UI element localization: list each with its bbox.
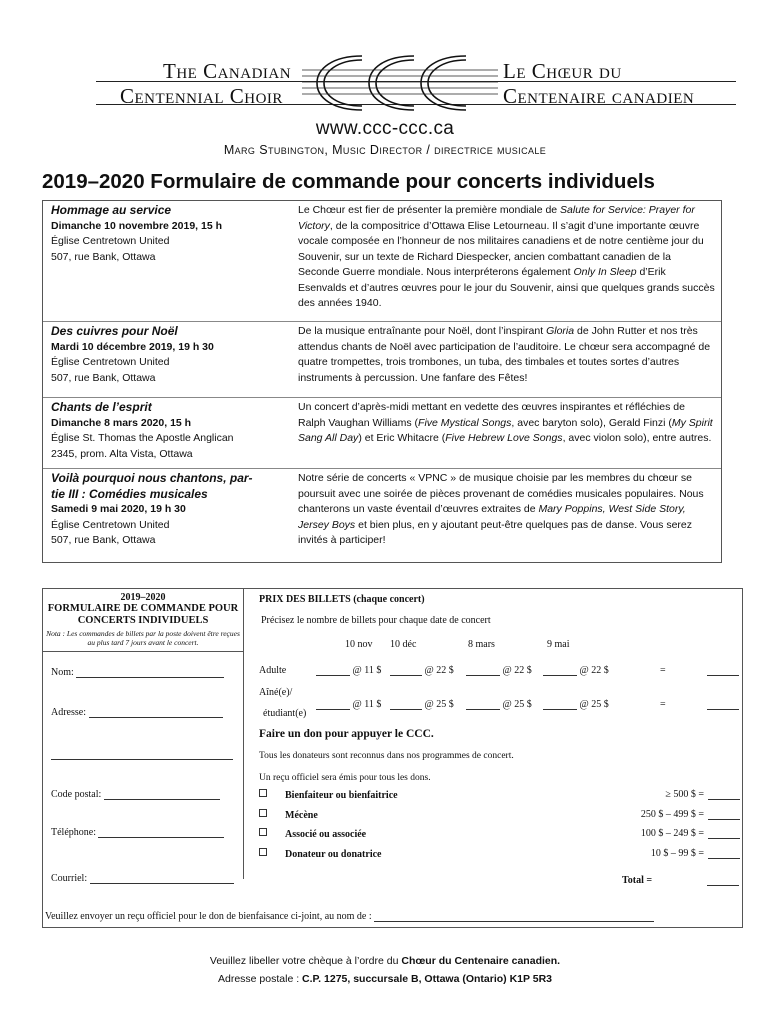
senior-qty-3[interactable]: @ 25 $ [466,699,532,710]
work-title: Five Mystical Songs [418,416,512,429]
choir-name-en-line1: The Canadian [163,59,292,83]
work-title: Gloria [546,325,575,337]
donation-line2: Un reçu officiel sera émis pour tous les dons. [259,773,431,783]
concert-description [292,398,721,468]
email-field[interactable]: Courriel: [51,873,234,884]
address-field[interactable]: Adresse: [51,707,223,718]
concert-info [43,469,292,562]
receipt-request[interactable]: Veuillez envoyer un reçu officiel pour le don de bienfaisance ci-joint, au nom de : [45,911,654,922]
order-form-customer-panel [43,589,244,884]
adult-qty-4[interactable]: @ 22 $ [543,665,609,676]
mailing-address-value: C.P. 1275, succursale B, Ottawa (Ontario) K1P 5R3 [302,973,552,985]
concert-title: Des cuivres pour Noël [51,324,178,338]
concert-description [292,469,721,562]
donor-level-range: 10 $ – 99 $ = [650,848,704,859]
concerts-table [42,200,722,563]
donor-amount-input[interactable] [708,828,740,839]
concert-row [43,468,721,562]
concert-venue: Église Centretown United [51,518,170,531]
website-url[interactable]: www.ccc-ccc.ca [315,118,455,139]
concert-address: 507, rue Bank, Ottawa [51,250,156,263]
concert-row [43,321,721,397]
concert-info [43,201,292,321]
senior-qty-1[interactable]: @ 11 $ [316,699,381,710]
donor-level-label: Associé ou associée [285,829,367,840]
work-title: My Spirit Sang All Day [298,416,713,444]
page-title: 2019–2020 Formulaire de commande pour concerts individuels [42,170,655,193]
concert-venue: Église Centretown United [51,235,170,247]
adult-label: Adulte [259,665,287,676]
concert-date: Dimanche 10 novembre 2019, 15 h [51,219,222,232]
concert-address: 507, rue Bank, Ottawa [51,371,156,384]
donor-level-range: 100 $ – 249 $ = [640,828,704,839]
prices-title: PRIX DES BILLETS (chaque concert) [259,594,425,605]
senior-qty-2[interactable]: @ 25 $ [390,699,454,710]
checkbox-icon[interactable] [259,789,267,797]
work-title: Five Hebrew Love Songs [445,432,563,444]
description-text: d’Erik Esenvalds et d’autres œuvres pour le jour du Souvenir, ainsi que quelques grands succès des années 1940. [298,266,715,309]
concert-title: Voilà pourquoi nous chantons, par- [51,471,253,485]
concert-address: 2345, prom. Alta Vista, Ottawa [51,447,193,460]
donation-title: Faire un don pour appuyer le CCC. [259,728,434,740]
prices-instruction: Précisez le nombre de billets pour chaque date de concert [261,615,491,626]
concert-date: Samedi 9 mai 2020, 19 h 30 [51,503,186,515]
donor-level-option[interactable] [259,848,381,860]
order-form-note: Nota : Les commandes de billets par la poste doivent être reçues au plus tard 7 jours avant le concert. [46,629,240,647]
concert-info [43,398,292,468]
total-amount[interactable] [707,875,739,886]
donor-level-amount[interactable] [641,828,740,839]
senior-label-1: Aîné(e)/ [259,687,293,698]
concert-address: 507, rue Bank, Ottawa [51,534,156,546]
description-text: , de la compositrice d’Ottawa Elise Letourneau. Il s’agit d’une importante œuvre vocale composée en l’honneur de nos militaires canadiens et de notre centième jour du Souvenir, sur un texte de Richard Diespecker, ancien combattant canadien de la Seconde Guerre mondiale. Nous interpréterons également [298,219,704,278]
donor-amount-input[interactable] [708,789,740,800]
donor-level-amount[interactable] [651,848,740,859]
concert-date: Mardi 10 décembre 2019, 19 h 30 [51,340,214,353]
concert-date: Dimanche 8 mars 2020, 15 h [51,416,192,429]
payment-instruction: Veuillez libeller votre chèque à l’ordre du Chœur du Centenaire canadien. [209,955,561,967]
order-form-header [43,589,243,652]
work-title: Salute for Service: Prayer for Victory [298,204,695,232]
work-title: Only In Sleep [573,266,637,278]
date-header-1: 10 nov [345,639,373,650]
order-form-year: 2019–2020 [120,592,166,603]
choir-name-fr-line1: Le Chœur du [503,59,622,83]
concert-row [43,397,721,468]
donor-level-option[interactable] [259,789,398,801]
date-header-3: 8 mars [468,639,495,650]
donor-level-amount[interactable] [665,789,740,800]
adult-equals: = [660,665,666,676]
adult-qty-2[interactable]: @ 22 $ [390,665,454,676]
description-text: Le Chœur est fier de présenter la première mondiale de [298,204,561,216]
concert-description [292,322,721,397]
donor-level-option[interactable] [259,809,318,821]
total-label: Total = [622,875,653,886]
senior-subtotal[interactable] [707,699,739,710]
description-text: , avec baryton solo), Gerald Finzi ( [511,416,672,429]
concert-info [43,322,292,397]
description-text: Un concert d’après-midi mettant en vedette des œuvres inspirantes et réfléchies de Ralph Vaughan Williams ( [298,401,685,429]
donor-level-label: Donateur ou donatrice [285,849,382,860]
senior-equals: = [660,699,666,710]
donor-level-range: 250 $ – 499 $ = [640,809,704,820]
address-field-line2[interactable] [51,749,233,760]
description-text: ) et Eric Whitacre ( [358,432,446,444]
concert-title: Chants de l’esprit [51,400,152,414]
donor-amount-input[interactable] [708,809,740,820]
description-text: Notre série de concerts « VPNC » de musique choisie par les membres du chœur se poursuit avec une soirée de pièces provenant de comédies musicales populaires. Nous chanterons un vaste éventail d’œuvres extraites de [298,472,704,515]
choir-logo [302,52,498,114]
concert-venue: Église St. Thomas the Apostle Anglican [51,432,234,444]
senior-qty-4[interactable]: @ 25 $ [543,699,609,710]
checkbox-icon[interactable] [259,828,267,836]
payee-name: Chœur du Centenaire canadien. [401,955,561,967]
description-text: et bien plus, en y ajoutant peut-être quelques pas de danse. Vous serez invités à participer! [298,518,693,546]
postal-code-field[interactable]: Code postal: [51,789,220,800]
choir-name-fr-line2: Centenaire canadien [503,84,695,108]
donor-level-range: ≥ 500 $ = [665,789,704,800]
description-text: de John Rutter et nos très attendus chants de Noël avec participation de l’auditoire. Le chœur sera accompagné de quatre trompettes, trois trombones, un tuba, des timbales et toutes sortes d’autres instruments à percussion. Une fanfare des Fêtes! [298,325,711,384]
date-header-4: 9 mai [547,639,570,650]
checkbox-icon[interactable] [259,848,267,856]
work-title: Mary Poppins, West Side Story, Jersey Boys [298,503,686,531]
donor-level-option[interactable] [259,828,366,840]
donor-amount-input[interactable] [708,848,740,859]
description-text: De la musique entraînante pour Noël, dont l’inspirant [298,325,547,337]
date-header-2: 10 déc [390,639,417,650]
description-text: , avec violon solo), entre autres. [562,432,712,444]
adult-qty-1[interactable]: @ 11 $ [316,665,381,676]
concert-venue: Église Centretown United [51,356,170,368]
checkbox-icon[interactable] [259,809,267,817]
mailing-address: Adresse postale : C.P. 1275, succursale B, Ottawa (Ontario) K1P 5R3 [217,973,552,985]
order-form [42,588,743,928]
donor-level-amount[interactable] [641,809,740,820]
order-form-title: FORMULAIRE DE COMMANDE POUR CONCERTS INDIVIDUELS [47,603,239,626]
name-field[interactable]: Nom: [51,667,224,678]
donor-level-label: Bienfaiteur ou bienfaitrice [285,790,398,801]
donation-line1: Tous les donateurs sont reconnus dans nos programmes de concert. [259,751,514,761]
phone-field[interactable]: Téléphone: [51,827,224,838]
concert-title: Hommage au service [51,203,172,217]
senior-label-2: étudiant(e) [263,708,307,719]
concert-title-line2: tie III : Comédies musicales [51,486,208,501]
donor-level-label: Mécène [285,810,318,821]
concert-description [292,201,721,321]
music-director: Marg Stubington, Music Director / directrice musicale [223,143,547,157]
concert-row [43,201,721,321]
adult-qty-3[interactable]: @ 22 $ [466,665,532,676]
choir-name-en-line2: Centennial Choir [120,84,283,108]
adult-subtotal[interactable] [707,665,739,676]
